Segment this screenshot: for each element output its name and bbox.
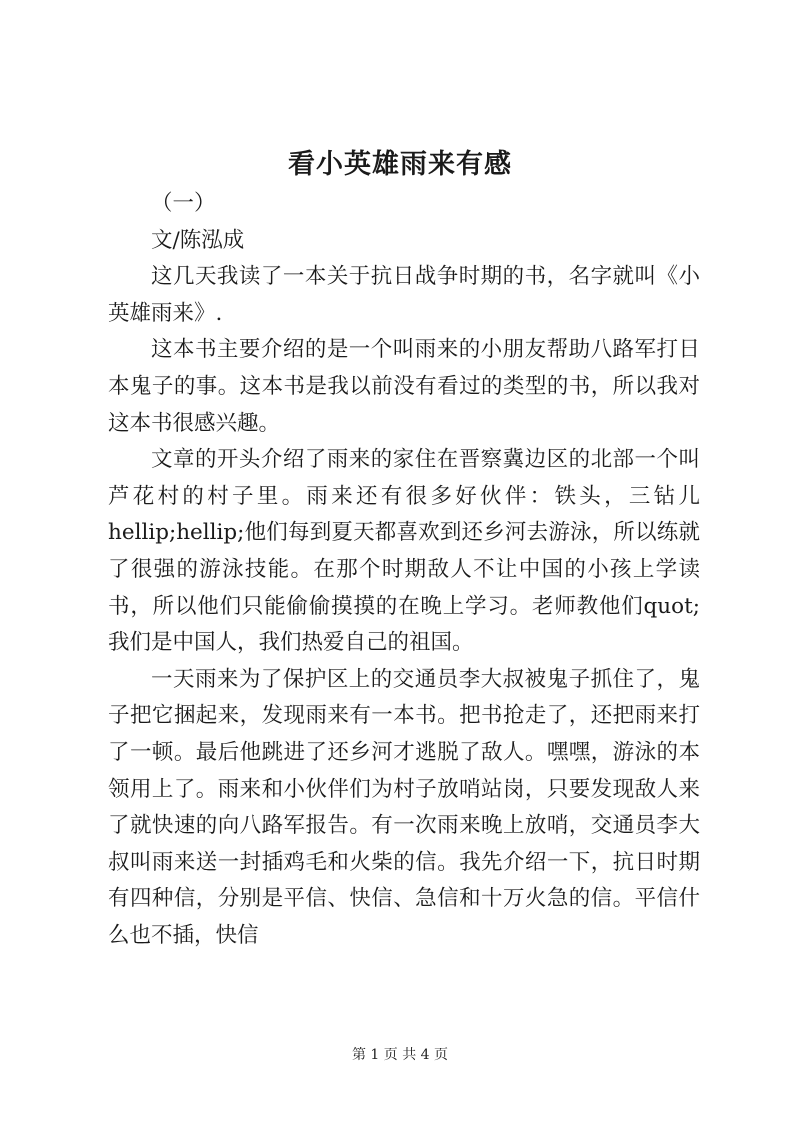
document-body (108, 186, 700, 954)
paragraph-4: 一天雨来为了保护区上的交通员李大叔被鬼子抓住了，鬼子把它捆起来，发现雨来有一本书。把书抢走了，还把雨来打了一顿。最后他跳进了还乡河才逃脱了敌人。嘿嘿，游泳的本领用上了。雨来和小伙伴们为村子放哨站岗，只要发现敌人来了就快速的向八路军报告。有一次雨来晚上放哨，交通员李大叔叫雨来送一封插鸡毛和火柴的信。我先介绍一下，抗日时期有四种信，分别是平信、快信、急信和十万火急的信。平信什么也不插，快信 (108, 666, 700, 948)
paragraph-1: 这几天我读了一本关于抗日战争时期的书，名字就叫《小英雄雨来》. (108, 264, 700, 326)
paragraph-2: 这本书主要介绍的是一个叫雨来的小朋友帮助八路军打日本鬼子的事。这本书是我以前没有看过的类型的书，所以我对这本书很感兴趣。 (108, 337, 700, 436)
paragraph-3: 文章的开头介绍了雨来的家住在晋察冀边区的北部一个叫芦花村的村子里。雨来还有很多好伙伴：铁头，三钻儿hellip;hellip;他们每到夏天都喜欢到还乡河去游泳，所以练就了很强的游泳技能。在那个时期敌人不让中国的小孩上学读书，所以他们只能偷偷摸摸的在晚上学习。老师教他们quot;我们是中国人，我们热爱自己的祖国。 (108, 447, 700, 656)
document-title: 看小英雄雨来有感 (288, 149, 512, 180)
byline: 文/陈泓成 (151, 227, 245, 253)
page-footer (0, 1044, 800, 1064)
section-label: （一） (151, 191, 216, 216)
page-number: 第 1 页 共 4 页 (351, 1047, 449, 1063)
